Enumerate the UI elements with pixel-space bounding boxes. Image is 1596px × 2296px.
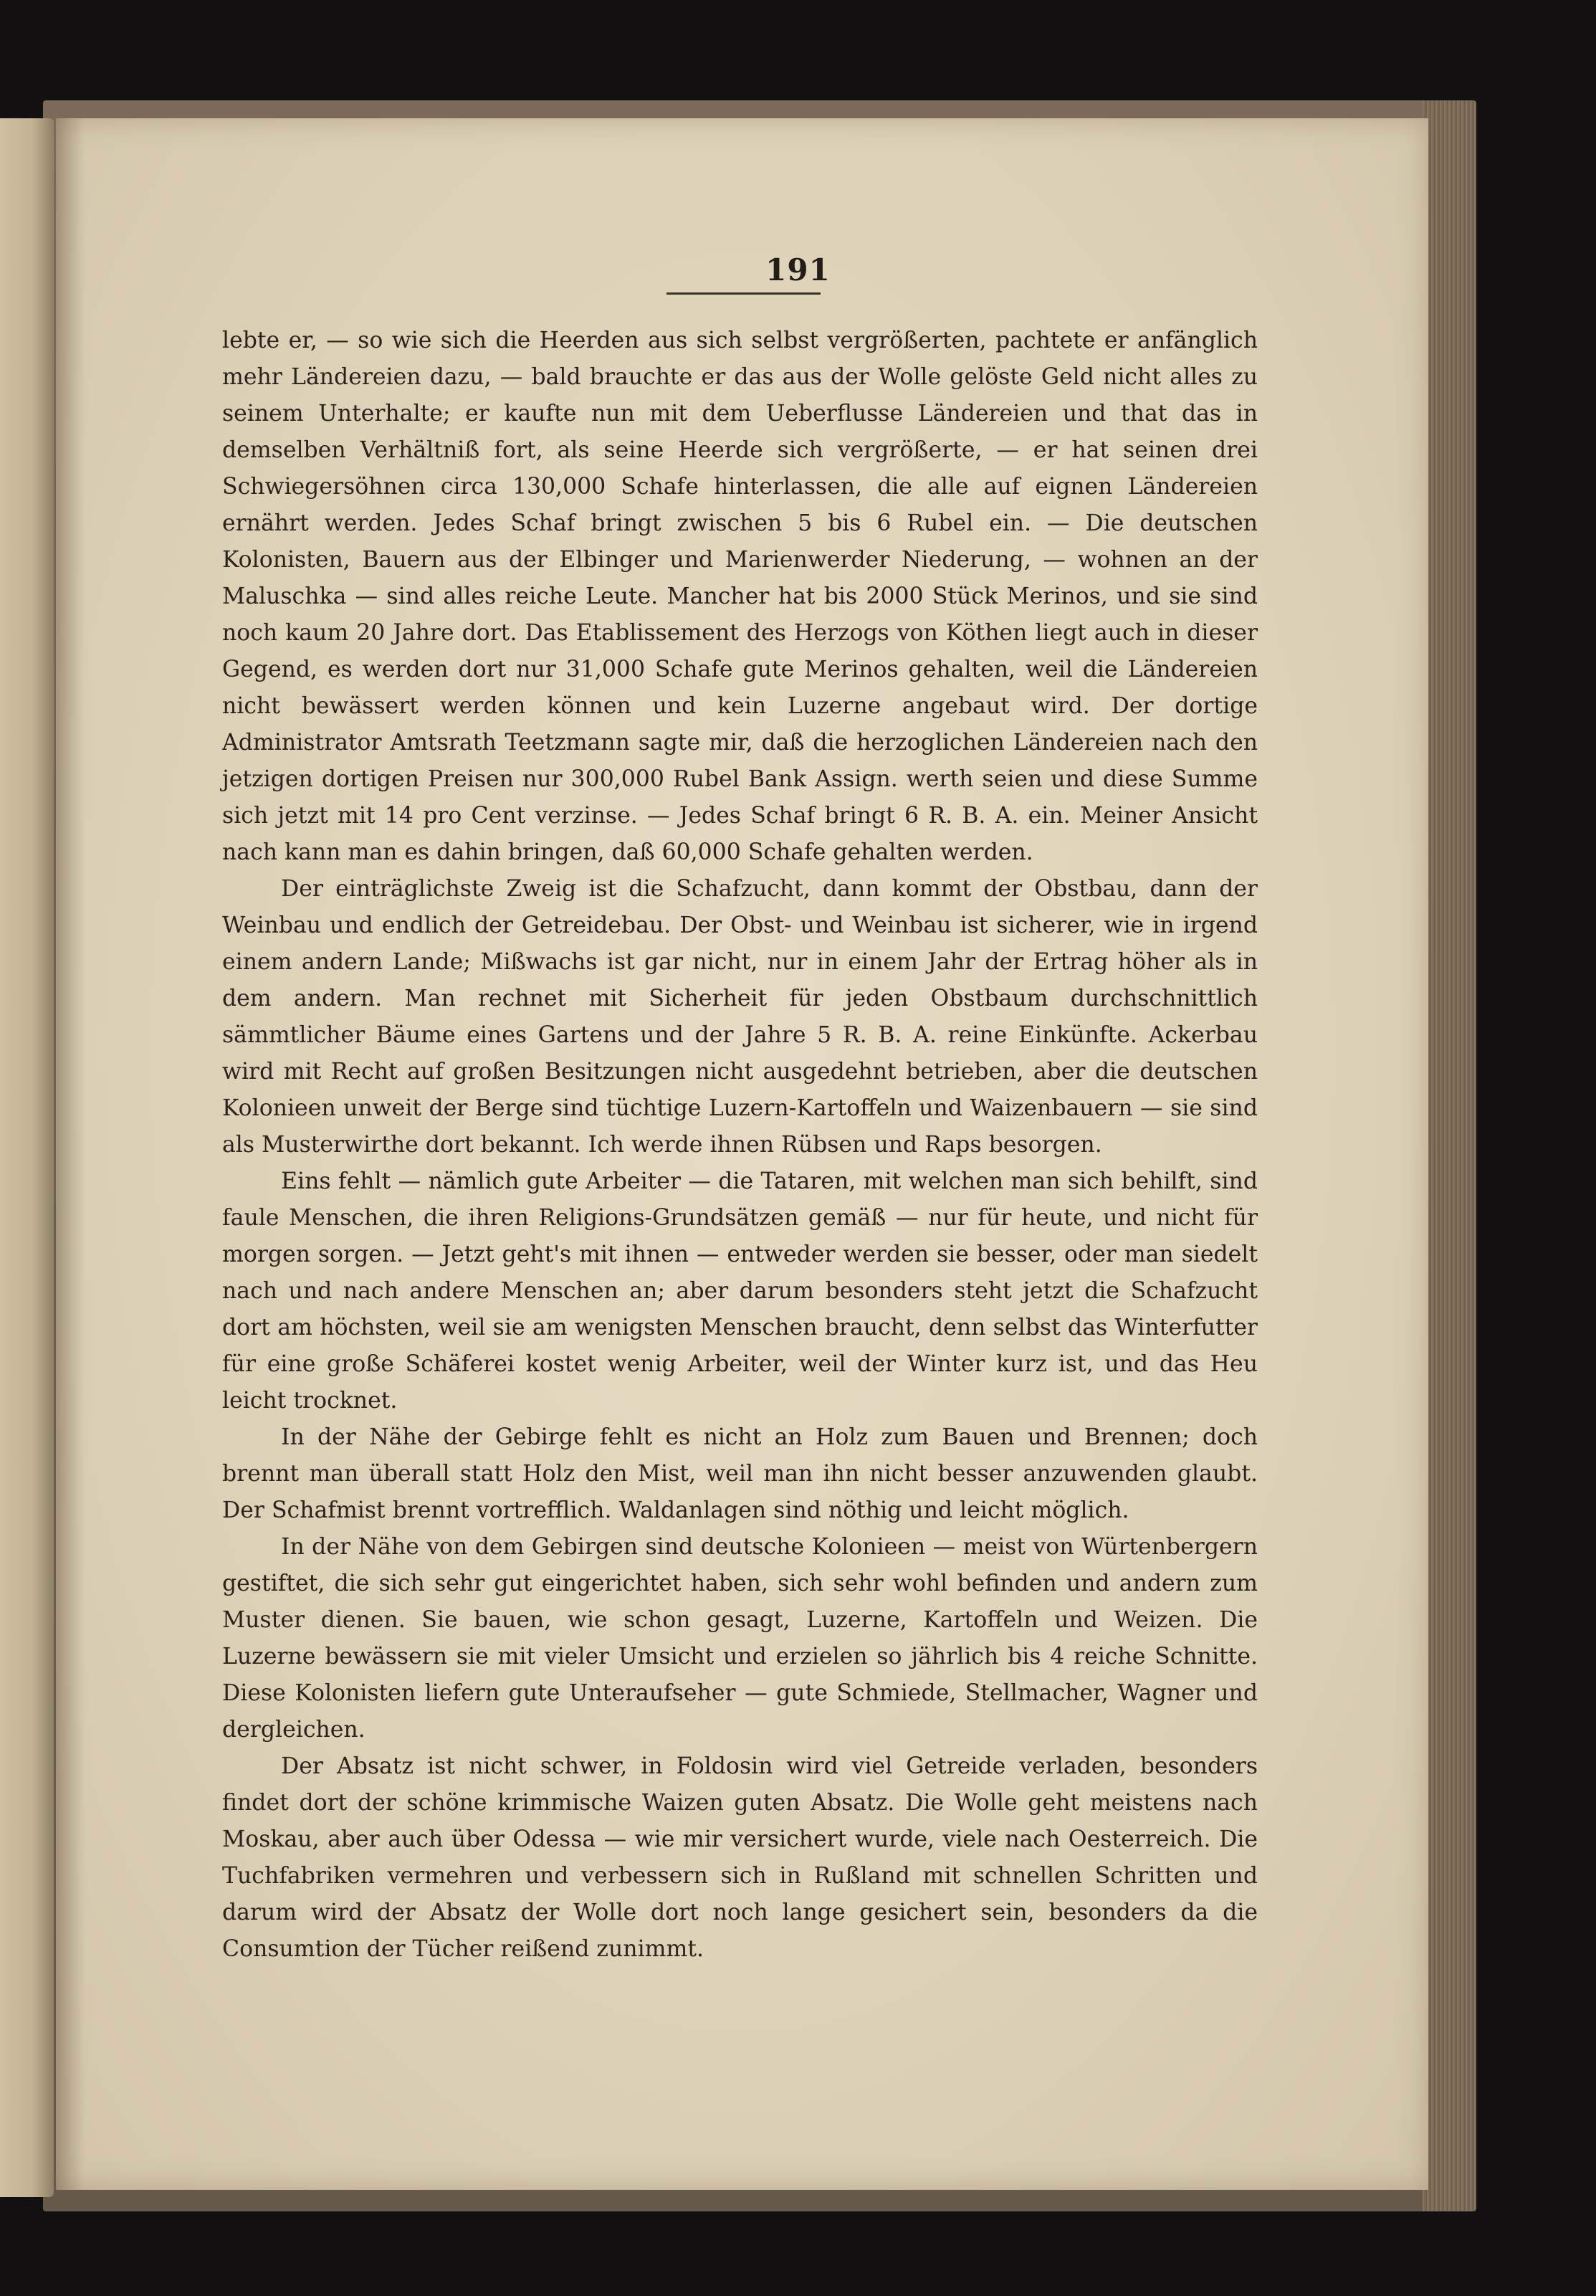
page-number-rule (666, 292, 821, 295)
paragraph: Eins fehlt — nämlich gute Arbeiter — die Tataren, mit welchen man sich behilft, sind faule Menschen, die ihren Religions-Grundsätzen gemäß — nur für heute, und nicht für morgen sorgen. — Jetzt geht's mit ihnen — entweder werden sie besser, oder man siedelt nach und nach andere Menschen an; aber darum besonders steht jetzt die Schafzucht dort am höchsten, weil sie am wenigsten Menschen braucht, denn selbst das Winterfutter für eine große Schäferei kostet wenig Arbeiter, weil der Winter kurz ist, und das Heu leicht trocknet. (222, 1168, 1258, 1414)
paragraph: Der Absatz ist nicht schwer, in Foldosin wird viel Getreide verladen, besonders findet dort der schöne krimmische Waizen guten Absatz. Die Wolle geht meistens nach Moskau, aber auch über Odessa — wie mir versichert wurde, viele nach Oesterreich. Die Tuchfabriken vermehren und verbessern sich in Rußland mit schnellen Schritten und darum wird der Absatz der Wolle dort noch lange gesichert sein, besonders da die Consumtion der Tücher reißend zunimmt. (222, 1753, 1258, 1962)
page-number: 191 (765, 252, 831, 287)
paragraph: In der Nähe der Gebirge fehlt es nicht an Holz zum Bauen und Brennen; doch brennt man überall statt Holz den Mist, weil man ihn nicht besser anzuwenden glaubt. Der Schafmist brennt vortrefflich. Waldanlagen sind nöthig und leicht möglich. (222, 1424, 1258, 1523)
paragraph: lebte er, — so wie sich die Heerden aus sich selbst vergrößerten, pachtete er anfänglich mehr Ländereien dazu, — bald brauchte er das aus der Wolle gelöste Geld nicht alles zu seinem Unterhalte; er kaufte nun mit dem Ueberflusse Ländereien und that das in demselben Verhältniß fort, als seine Heerde sich vergrößerte, — er hat seinen drei Schwiegersöhnen circa 130,000 Schafe hinterlassen, die alle auf eignen Ländereien ernährt werden. Jedes Schaf bringt zwischen 5 bis 6 Rubel ein. — Die deutschen Kolonisten, Bauern aus der Elbinger und Marienwerder Niederung, — wohnen an der Maluschka — sind alles reiche Leute. Mancher hat bis 2000 Stück Merinos, und sie sind noch kaum 20 Jahre dort. Das Etablissement des Herzogs von Köthen liegt auch in dieser Gegend, es werden dort nur 31,000 Schafe gute Merinos gehalten, weil die Ländereien nicht bewässert werden können und kein Luzerne angebaut wird. Der dortige Administrator Amtsrath Teetzmann sagte mir, daß die herzoglichen Ländereien nach den jetzigen dortigen Preisen nur 300,000 Rubel Bank Assign. werth seien und diese Summe sich jetzt mit 14 pro Cent verzinse. — Jedes Schaf bringt 6 R. B. A. ein. Meiner Ansicht nach kann man es dahin bringen, daß 60,000 Schafe gehalten werden. (222, 328, 1258, 865)
gutter-shadow (56, 118, 85, 2190)
book-page-edges (1423, 100, 1476, 2211)
facing-page-edge (0, 118, 54, 2197)
paragraph: In der Nähe von dem Gebirgen sind deutsche Kolonieen — meist von Würtenbergern gestiftet, die sich sehr gut eingerichtet haben, sich sehr wohl befinden und andern zum Muster dienen. Sie bauen, wie schon gesagt, Luzerne, Kartoffeln und Weizen. Die Luzerne bewässern sie mit vieler Umsicht und erzielen so jährlich bis 4 reiche Schnitte. Diese Kolonisten liefern gute Unteraufseher — gute Schmiede, Stellmacher, Wagner und dergleichen. (222, 1534, 1258, 1743)
paragraph: Der einträglichste Zweig ist die Schafzucht, dann kommt der Obstbau, dann der Weinbau und endlich der Getreidebau. Der Obst- und Weinbau ist sicherer, wie in irgend einem andern Lande; Mißwachs ist gar nicht, nur in einem Jahr der Ertrag höher als in dem andern. Man rechnet mit Sicherheit für jeden Obstbaum durchschnittlich sämmtlicher Bäume eines Gartens und der Jahre 5 R. B. A. reine Einkünfte. Ackerbau wird mit Recht auf großen Besitzungen nicht ausgedehnt betrieben, aber die deutschen Kolonieen unweit der Berge sind tüchtige Luzern-Kartoffeln und Waizenbauern — sie sind als Musterwirthe dort bekannt. Ich werde ihnen Rübsen und Raps besorgen. (222, 876, 1258, 1158)
body-text (222, 323, 1258, 1968)
